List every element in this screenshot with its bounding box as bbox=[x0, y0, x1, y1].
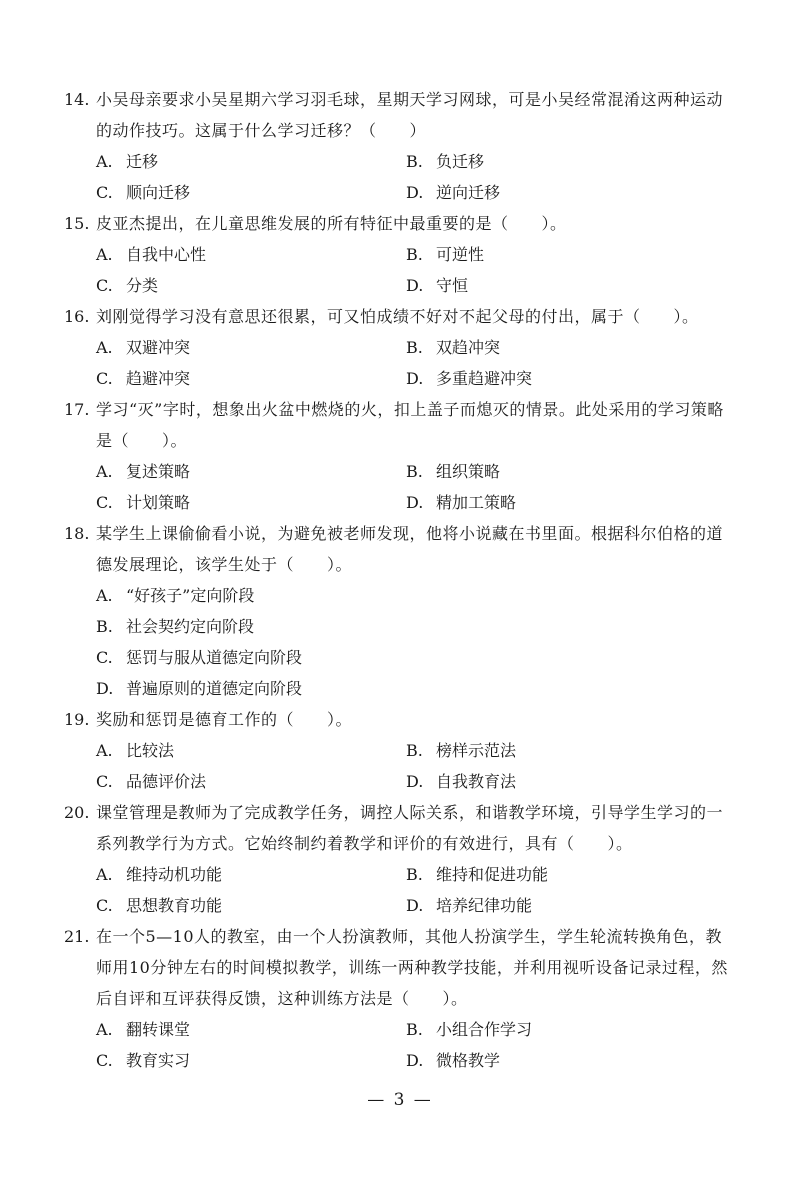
option-label: C. bbox=[96, 648, 113, 667]
option-label: B. bbox=[406, 338, 423, 357]
question-text: 奖励和惩罚是德育工作的（ ）。 bbox=[96, 710, 353, 729]
option-group bbox=[64, 859, 736, 921]
question-number: 16. bbox=[64, 307, 90, 326]
option-label: C. bbox=[96, 183, 113, 202]
option-label: B. bbox=[406, 462, 423, 481]
option-text: 培养纪律功能 bbox=[436, 896, 533, 915]
option-c[interactable] bbox=[96, 890, 406, 921]
option-text: “好孩子”定向阶段 bbox=[126, 586, 255, 605]
option-label: D. bbox=[406, 493, 424, 512]
option-d[interactable] bbox=[406, 270, 736, 301]
option-text: 顺向迁移 bbox=[126, 183, 191, 202]
option-text: 维持动机功能 bbox=[126, 865, 223, 884]
option-text: 比较法 bbox=[126, 741, 175, 760]
question-14 bbox=[64, 84, 736, 208]
option-group bbox=[64, 735, 736, 797]
option-text: 思想教育功能 bbox=[126, 896, 223, 915]
option-text: 榜样示范法 bbox=[436, 741, 517, 760]
option-c[interactable] bbox=[96, 177, 406, 208]
option-d[interactable] bbox=[406, 487, 736, 518]
question-15 bbox=[64, 208, 736, 301]
option-text: 社会契约定向阶段 bbox=[126, 617, 255, 636]
option-label: B. bbox=[406, 152, 423, 171]
option-text: 组织策略 bbox=[436, 462, 501, 481]
option-group bbox=[64, 1014, 736, 1076]
option-d[interactable] bbox=[96, 673, 736, 704]
option-a[interactable] bbox=[96, 332, 406, 363]
question-17 bbox=[64, 394, 736, 518]
option-c[interactable] bbox=[96, 766, 406, 797]
option-b[interactable] bbox=[406, 735, 736, 766]
option-label: A. bbox=[96, 462, 113, 481]
option-text: 负迁移 bbox=[436, 152, 485, 171]
option-label: D. bbox=[96, 679, 114, 698]
option-group bbox=[64, 332, 736, 394]
question-number: 19. bbox=[64, 710, 90, 729]
option-text: 双避冲突 bbox=[126, 338, 191, 357]
option-text: 趋避冲突 bbox=[126, 369, 191, 388]
option-group bbox=[64, 239, 736, 301]
option-text: 双趋冲突 bbox=[436, 338, 501, 357]
option-b[interactable] bbox=[406, 859, 736, 890]
option-label: A. bbox=[96, 865, 113, 884]
option-b[interactable] bbox=[96, 611, 736, 642]
option-d[interactable] bbox=[406, 766, 736, 797]
question-text: 刘刚觉得学习没有意思还很累，可又怕成绩不好对不起父母的付出，属于（ ）。 bbox=[96, 307, 699, 326]
question-number: 21. bbox=[64, 927, 90, 946]
option-label: B. bbox=[406, 245, 423, 264]
option-label: D. bbox=[406, 1051, 424, 1070]
option-label: A. bbox=[96, 338, 113, 357]
question-19 bbox=[64, 704, 736, 797]
option-text: 迁移 bbox=[126, 152, 159, 171]
option-label: A. bbox=[96, 152, 113, 171]
option-label: D. bbox=[406, 183, 424, 202]
option-text: 普遍原则的道德定向阶段 bbox=[126, 679, 303, 698]
question-number: 18. bbox=[64, 524, 90, 543]
option-label: B. bbox=[406, 741, 423, 760]
option-text: 翻转课堂 bbox=[126, 1020, 191, 1039]
question-text: 学习“灭”字时，想象出火盆中燃烧的火，扣上盖子而熄灭的情景。此处采用的学习策略是（ ）。 bbox=[96, 400, 724, 450]
option-a[interactable] bbox=[96, 146, 406, 177]
option-c[interactable] bbox=[96, 642, 736, 673]
option-label: D. bbox=[406, 772, 424, 791]
question-number: 17. bbox=[64, 400, 90, 419]
question-text: 在一个5—10人的教室，由一个人扮演教师，其他人扮演学生，学生轮流转换角色，教师用10分钟左右的时间模拟教学，训练一两种教学技能，并利用视听设备记录过程，然后自评和互评获得反馈，这种训练方法是（ ）。 bbox=[96, 927, 728, 1008]
option-label: C. bbox=[96, 1051, 113, 1070]
option-b[interactable] bbox=[406, 456, 736, 487]
option-text: 维持和促进功能 bbox=[436, 865, 549, 884]
option-text: 分类 bbox=[126, 276, 159, 295]
option-label: D. bbox=[406, 369, 424, 388]
option-label: C. bbox=[96, 369, 113, 388]
option-text: 惩罚与服从道德定向阶段 bbox=[126, 648, 303, 667]
option-text: 逆向迁移 bbox=[436, 183, 501, 202]
option-text: 复述策略 bbox=[126, 462, 191, 481]
option-text: 自我教育法 bbox=[436, 772, 517, 791]
option-b[interactable] bbox=[406, 1014, 736, 1045]
question-20 bbox=[64, 797, 736, 921]
option-c[interactable] bbox=[96, 487, 406, 518]
question-18 bbox=[64, 518, 736, 704]
option-text: 多重趋避冲突 bbox=[436, 369, 533, 388]
question-list bbox=[64, 84, 736, 1076]
option-label: C. bbox=[96, 493, 113, 512]
option-a[interactable] bbox=[96, 239, 406, 270]
option-label: B. bbox=[406, 865, 423, 884]
option-text: 可逆性 bbox=[436, 245, 485, 264]
option-label: A. bbox=[96, 586, 113, 605]
option-c[interactable] bbox=[96, 363, 406, 394]
option-a[interactable] bbox=[96, 735, 406, 766]
option-text: 计划策略 bbox=[126, 493, 191, 512]
option-b[interactable] bbox=[406, 146, 736, 177]
question-number: 14. bbox=[64, 90, 90, 109]
option-label: B. bbox=[406, 1020, 423, 1039]
question-text: 课堂管理是教师为了完成教学任务，调控人际关系，和谐教学环境，引导学生学习的一系列教学行为方式。它始终制约着教学和评价的有效进行，具有（ ）。 bbox=[96, 803, 724, 853]
option-label: A. bbox=[96, 1020, 113, 1039]
option-d[interactable] bbox=[406, 177, 736, 208]
option-d[interactable] bbox=[406, 363, 736, 394]
option-c[interactable] bbox=[96, 270, 406, 301]
option-group bbox=[64, 456, 736, 518]
option-label: B. bbox=[96, 617, 113, 636]
option-group bbox=[64, 580, 736, 704]
option-text: 精加工策略 bbox=[436, 493, 517, 512]
question-text: 小吴母亲要求小吴星期六学习羽毛球，星期天学习网球，可是小吴经常混淆这两种运动的动作技巧。这属于什么学习迁移？（ ） bbox=[96, 90, 724, 140]
option-text: 教育实习 bbox=[126, 1051, 191, 1070]
option-label: D. bbox=[406, 276, 424, 295]
option-group bbox=[64, 146, 736, 208]
question-text: 皮亚杰提出，在儿童思维发展的所有特征中最重要的是（ ）。 bbox=[96, 214, 567, 233]
option-a[interactable] bbox=[96, 580, 736, 611]
page-number: — 3 — bbox=[367, 1090, 433, 1110]
option-label: D. bbox=[406, 896, 424, 915]
option-a[interactable] bbox=[96, 859, 406, 890]
question-text: 某学生上课偷偷看小说，为避免被老师发现，他将小说藏在书里面。根据科尔伯格的道德发展理论，该学生处于（ ）。 bbox=[96, 524, 724, 574]
option-label: C. bbox=[96, 276, 113, 295]
option-label: C. bbox=[96, 896, 113, 915]
option-text: 小组合作学习 bbox=[436, 1020, 533, 1039]
option-text: 自我中心性 bbox=[126, 245, 207, 264]
option-d[interactable] bbox=[406, 1045, 736, 1076]
option-label: A. bbox=[96, 245, 113, 264]
option-label: A. bbox=[96, 741, 113, 760]
option-c[interactable] bbox=[96, 1045, 406, 1076]
question-16 bbox=[64, 301, 736, 394]
option-d[interactable] bbox=[406, 890, 736, 921]
option-b[interactable] bbox=[406, 332, 736, 363]
option-text: 守恒 bbox=[436, 276, 469, 295]
question-number: 15. bbox=[64, 214, 90, 233]
option-a[interactable] bbox=[96, 456, 406, 487]
question-number: 20. bbox=[64, 803, 90, 822]
option-b[interactable] bbox=[406, 239, 736, 270]
option-label: C. bbox=[96, 772, 113, 791]
option-text: 品德评价法 bbox=[126, 772, 207, 791]
option-text: 微格教学 bbox=[436, 1051, 501, 1070]
question-21 bbox=[64, 921, 736, 1076]
option-a[interactable] bbox=[96, 1014, 406, 1045]
